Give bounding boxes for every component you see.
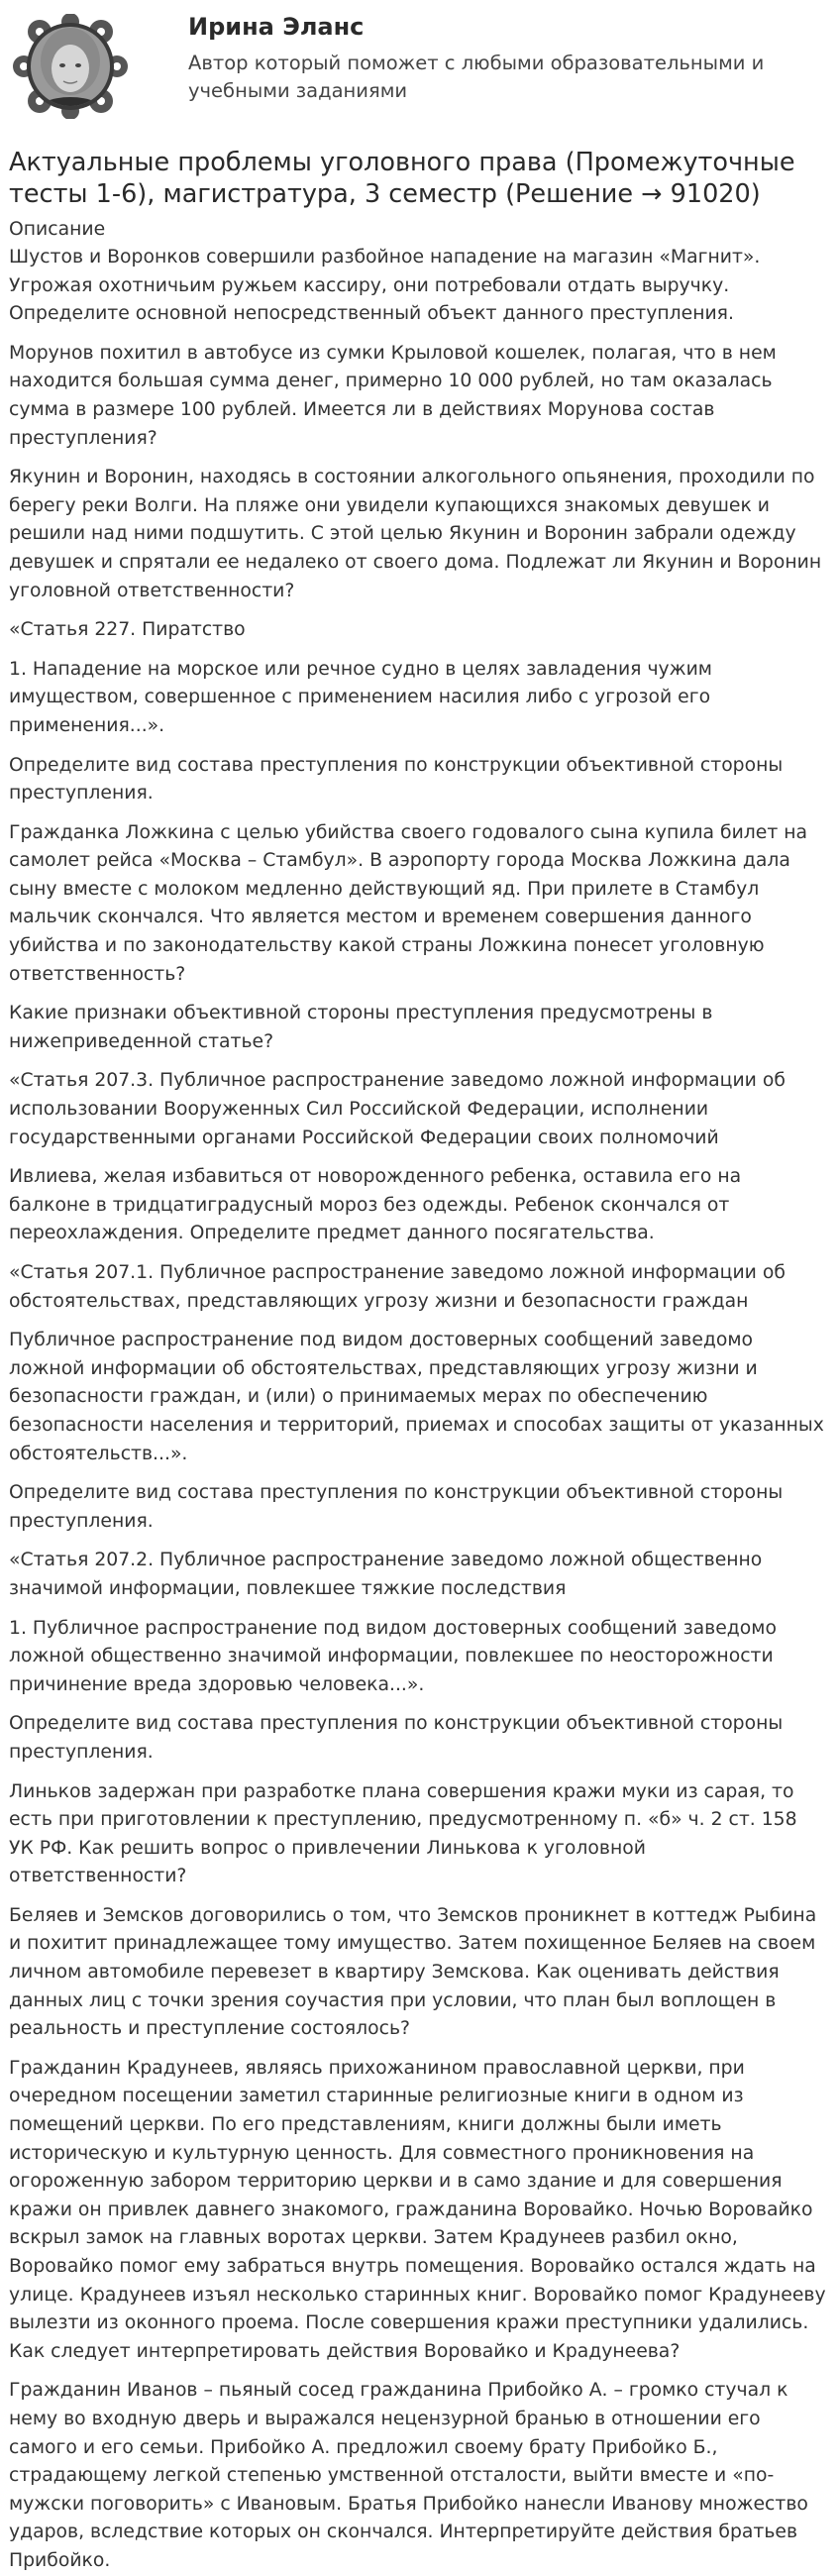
document-title: Актуальные проблемы уголовного права (Промежуточные тесты 1-6), магистратура, 3 семестр (Решение → 91020) (9, 148, 795, 209)
description-label: Описание (9, 219, 106, 240)
paragraph: Шустов и Воронков совершили разбойное нападение на магазин «Магнит». Угрожая охотничьим ружьем кассиру, они потребовали отдать выручку. Определите основной непосредственный объект данного преступления. (9, 247, 761, 325)
paragraph: Определите вид состава преступления по конструкции объективной стороны преступления. (9, 1713, 784, 1763)
paragraph: Гражданка Ложкина с целью убийства своего годовалого сына купила билет на самолет рейса «Москва – Стамбул». В аэропорту города Москва Ложкина дала сыну вместе с молоком медленно действующий яд. При прилете в Стамбул мальчик скончался. Что является местом и временем совершения данного убийства и по законодательству какой страны Ложкина понесет уголовную ответственность? (9, 821, 808, 985)
paragraph: Определите вид состава преступления по конструкции объективной стороны преступления. (9, 1482, 784, 1532)
paragraph: Определите вид состава преступления по конструкции объективной стороны преступления. (9, 754, 784, 805)
paragraph: Беляев и Земсков договорились о том, что Земсков проникнет в коттедж Рыбина и похитит принадлежащее тому имущество. Затем похищенное Беляев на своем личном автомобиле перевезет в квартиру Земскова. Как оценивать действия данных лиц с точки зрения соучастия при условии, что план был воплощен в реальность и преступление состоялось? (9, 1904, 817, 2040)
paragraph: Якунин и Воронин, находясь в состоянии алкогольного опьянения, проходили по берегу реки Волги. На пляже они увидели купающихся знакомых девушек и решили над ними подшутить. С этой целью Якунин и Воронин забрали одежду девушек и спрятали ее недалеко от своего дома. Подлежат ли Якунин и Воронин уголовной ответственности? (9, 467, 822, 601)
paragraph: Гражданин Иванов – пьяный сосед гражданина Прибойко А. – громко стучал к нему во входную дверь и выражался нецензурной бранью в отношении его самого и его семьи. Прибойко А. предложил своему брату Прибойко Б., страдающему легкой степенью умственной отсталости, выйти вместе и «по-мужски поговорить» с Ивановым. Братья Прибойко нанесли Иванову множество ударов, вследствие которых он скончался. Интерпретируйте действия братьев Прибойко. (9, 2380, 808, 2571)
author-name[interactable]: Ирина Эланс (188, 13, 365, 41)
paragraph: Линьков задержан при разработке плана совершения кражи муки из сарая, то есть при приготовлении к преступлению, предусмотренному п. «б» ч. 2 ст. 158 УК РФ. Как решить вопрос о привлечении Линькова к уголовной ответственности? (9, 1780, 797, 1887)
paragraph: «Статья 207.3. Публичное распространение заведомо ложной информации об использовании Вооруженных Сил Российской Федерации, исполнении государственными органами Российской Федерации своих полномочий (9, 1070, 786, 1148)
author-avatar-icon[interactable] (12, 14, 129, 119)
paragraph: Публичное распространение под видом достоверных сообщений заведомо ложной информации об обстоятельствах, представляющих угрозу жизни и безопасности граждан, и (или) о принимаемых мерах по обеспечению безопасности населения и территорий, приемах и способах защиты от указанных обстоятельств...». (9, 1330, 824, 1464)
document-content (9, 244, 826, 2576)
paragraph: «Статья 227. Пиратство (9, 619, 246, 641)
paragraph: 1. Публичное распространение под видом достоверных сообщений заведомо ложной общественно значимой информации, повлекшее по неосторожности причинение вреда здоровью человека...». (9, 1617, 777, 1695)
paragraph: Ивлиева, желая избавиться от новорожденного ребенка, оставила его на балконе в тридцатиградусный мороз без одежды. Ребенок скончался от переохлаждения. Определите предмет данного посягательства. (9, 1166, 742, 1244)
author-card (9, 0, 826, 129)
paragraph: «Статья 207.2. Публичное распространение заведомо ложной общественно значимой информации, повлекшее тяжкие последствия (9, 1550, 763, 1599)
paragraph: Какие признаки объективной стороны преступления предусмотрены в нижеприведенной статье? (9, 1003, 713, 1052)
paragraph: «Статья 207.1. Публичное распространение заведомо ложной информации об обстоятельствах, представляющих угрозу жизни и безопасности граждан (9, 1262, 786, 1312)
paragraph: Гражданин Крадунеев, являясь прихожанином православной церкви, при очередном посещении заметил старинные религиозные книги в одном из помещений церкви. По его представлениям, книги должны были иметь историческую и культурную ценность. Для совместного проникновения на огороженную забором территорию церкви и в само здание и для совершения кражи он привлек давнего знакомого, гражданина Воровайко. Ночью Воровайко вскрыл замок на главных воротах церкви. Затем Крадунеев разбил окно, Воровайко помог ему забраться внутрь помещения. Воровайко остался ждать на улице. Крадунеев изъял несколько старинных книг. Воровайко помог Крадунееву вылезти из оконного проема. После совершения кражи преступники удалились. Как следует интерпретировать действия Воровайко и Крадунеева? (9, 2057, 826, 2362)
paragraph: 1. Нападение на морское или речное судно в целях завладения чужим имуществом, совершенное с применением насилия либо с угрозой его применения...». (9, 658, 712, 736)
author-description: Автор который поможет с любыми образовательными и учебными заданиями (188, 52, 765, 102)
paragraph: Морунов похитил в автобусе из сумки Крыловой кошелек, полагая, что в нем находится большая сумма денег, примерно 10 000 рублей, но там оказалась сумма в размере 100 рублей. Имеется ли в действиях Морунова состав преступления? (9, 342, 777, 449)
